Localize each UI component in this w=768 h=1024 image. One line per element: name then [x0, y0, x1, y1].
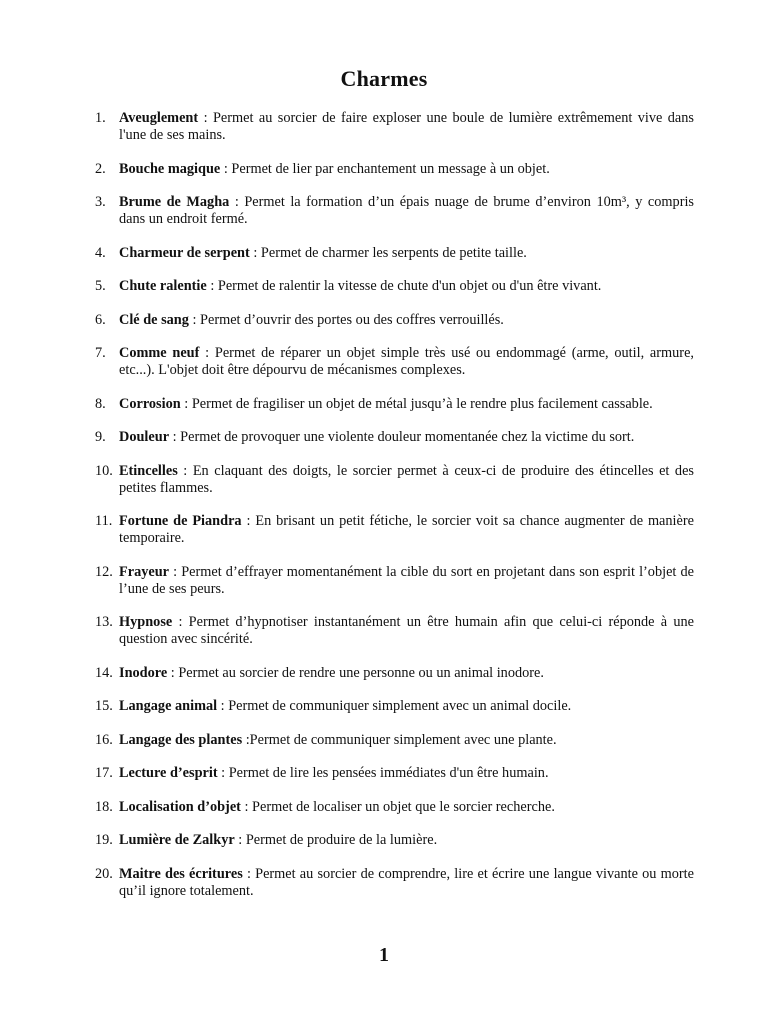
item-term: Etincelles	[119, 462, 178, 479]
list-item	[95, 312, 694, 329]
item-number: 14.	[95, 664, 113, 681]
item-term: Charmeur de serpent	[119, 244, 250, 261]
list-item	[95, 765, 694, 782]
page-number: 1	[379, 944, 389, 966]
item-term: Lumière de Zalkyr	[119, 832, 235, 848]
list-item	[95, 832, 694, 849]
item-number: 18.	[95, 798, 113, 815]
item-description: : Permet de charmer les serpents de petite taille.	[249, 244, 527, 261]
item-number: 15.	[95, 698, 113, 714]
item-description: : Permet la formation d’un épais nuage de brume d’environ 10m³, y compris dans un endroit fermé.	[119, 194, 694, 227]
list-item	[95, 110, 694, 144]
item-term: Langage animal	[119, 698, 218, 714]
item-term: Frayeur	[119, 563, 170, 580]
item-number: 10.	[95, 462, 113, 479]
item-description: : En claquant des doigts, le sorcier permet à ceux-ci de produire des étincelles et des petites flammes.	[119, 462, 694, 496]
item-description: : Permet de fragiliser un objet de métal jusqu’à le rendre plus facilement cassable.	[180, 395, 653, 412]
item-term: Brume de Magha	[119, 194, 230, 210]
item-number: 16.	[95, 731, 113, 748]
item-description: : Permet au sorcier de faire exploser une boule de lumière extrêmement vive dans l'une de ses mains.	[119, 110, 694, 143]
page-title: Charmes	[340, 66, 428, 91]
item-term: Aveuglement	[119, 110, 199, 126]
item-description: : Permet de provoquer une violente douleur momentanée chez la victime du sort.	[169, 429, 635, 445]
item-description: : Permet de produire de la lumière.	[234, 832, 438, 848]
list-item	[95, 278, 694, 295]
item-term: Localisation d’objet	[119, 798, 241, 815]
item-description: : Permet de ralentir la vitesse de chute d'un objet ou d'un être vivant.	[206, 278, 602, 294]
item-term: Bouche magique	[119, 160, 221, 177]
list-item	[95, 513, 694, 547]
item-number: 19.	[95, 832, 113, 848]
list-item	[95, 698, 694, 715]
item-description: : Permet d’ouvrir des portes ou des coffres verrouillés.	[188, 311, 504, 328]
item-description: : En brisant un petit fétiche, le sorcier voit sa chance augmenter de manière temporaire.	[119, 513, 694, 546]
item-term: Inodore	[119, 664, 168, 681]
charm-list	[95, 110, 694, 916]
list-item	[95, 614, 694, 648]
item-description: : Permet de réparer un objet simple très usé ou endommagé (arme, outil, armure, etc...). L'objet doit être dépourvu de mécanismes complexes.	[119, 345, 694, 378]
item-number: 2.	[95, 160, 106, 177]
list-item	[95, 732, 694, 749]
list-item	[95, 463, 694, 497]
item-number: 20.	[95, 865, 113, 882]
item-description: : Permet de localiser un objet que le sorcier recherche.	[240, 798, 555, 815]
item-term: Maitre des écritures	[119, 865, 243, 882]
item-term: Langage des plantes	[119, 731, 243, 748]
item-description: : Permet d’effrayer momentanément la cible du sort en projetant dans son esprit l’objet de l’une de ses peurs.	[119, 563, 694, 597]
item-number: 3.	[95, 194, 106, 210]
item-term: Comme neuf	[119, 345, 200, 361]
list-item	[95, 345, 694, 379]
item-description: : Permet de lier par enchantement un message à un objet.	[220, 160, 550, 177]
item-number: 13.	[95, 614, 113, 630]
item-number: 8.	[95, 395, 106, 412]
item-number: 12.	[95, 563, 113, 580]
item-number: 6.	[95, 311, 106, 328]
item-number: 5.	[95, 278, 106, 294]
item-number: 17.	[95, 765, 113, 781]
item-description: : Permet de communiquer simplement avec un animal docile.	[217, 698, 572, 714]
item-number: 11.	[95, 513, 113, 529]
item-term: Fortune de Piandra	[119, 513, 242, 529]
list-item	[95, 161, 694, 178]
item-description: : Permet d’hypnotiser instantanément un être humain afin que celui-ci réponde à une question avec sincérité.	[119, 614, 694, 647]
item-term: Hypnose	[119, 614, 173, 630]
list-item	[95, 564, 694, 598]
list-item	[95, 866, 694, 900]
item-description: : Permet au sorcier de rendre une personne ou un animal inodore.	[167, 664, 544, 681]
list-item	[95, 799, 694, 816]
item-description: : Permet au sorcier de comprendre, lire et écrire une langue vivante ou morte qu’il ignore totalement.	[119, 865, 694, 899]
item-term: Chute ralentie	[119, 278, 207, 294]
item-term: Corrosion	[119, 395, 181, 412]
item-description: :Permet de communiquer simplement avec une plante.	[242, 731, 557, 748]
item-description: : Permet de lire les pensées immédiates d'un être humain.	[217, 765, 549, 781]
list-item	[95, 245, 694, 262]
list-item	[95, 665, 694, 682]
list-item	[95, 429, 694, 446]
list-item	[95, 194, 694, 228]
item-term: Douleur	[119, 429, 170, 445]
item-number: 4.	[95, 244, 106, 261]
item-number: 7.	[95, 345, 106, 361]
item-term: Lecture d’esprit	[119, 765, 218, 781]
item-number: 1.	[95, 110, 106, 126]
list-item	[95, 396, 694, 413]
item-term: Clé de sang	[119, 311, 189, 328]
item-number: 9.	[95, 429, 106, 445]
